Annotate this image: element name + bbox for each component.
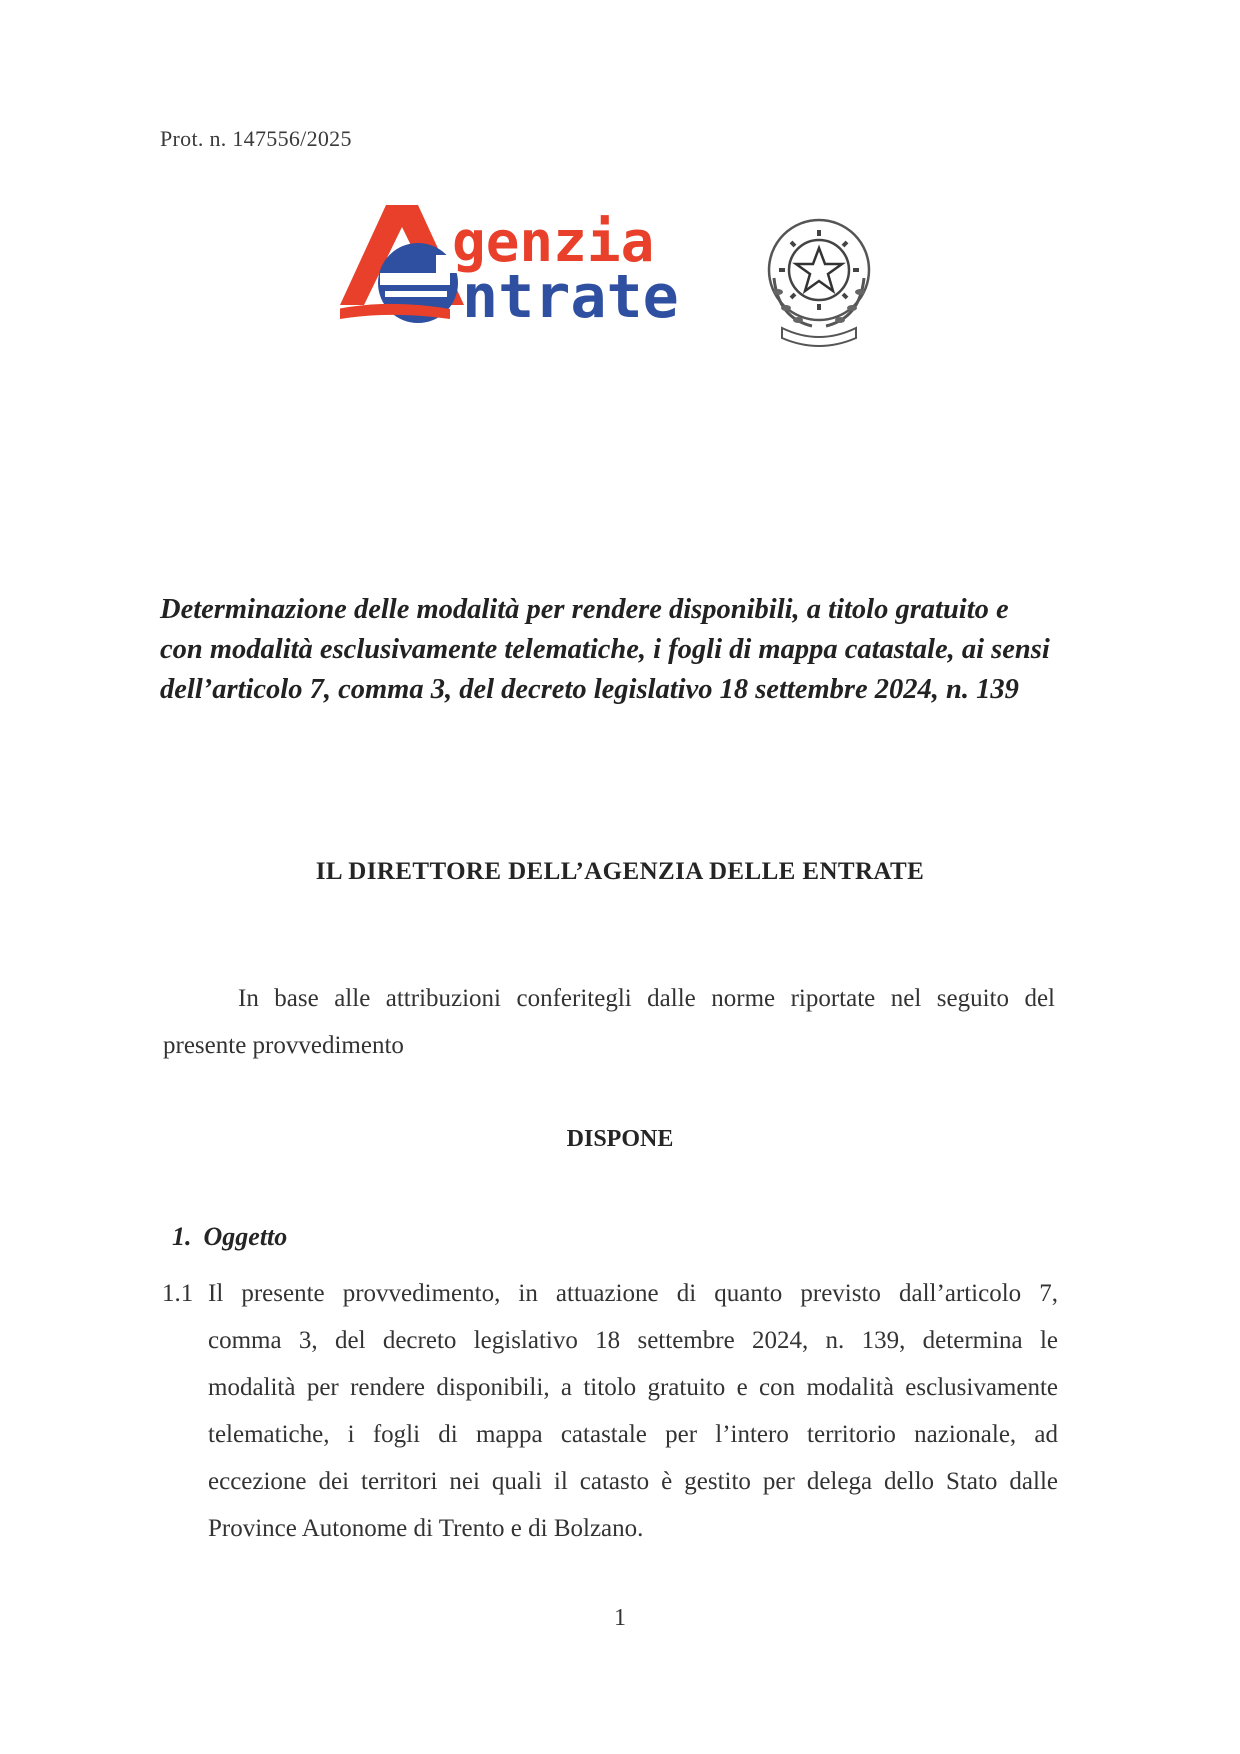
agenzia-entrate-logo xyxy=(340,205,760,355)
section-title: Oggetto xyxy=(203,1222,288,1251)
dispone-heading: DISPONE xyxy=(566,1126,674,1152)
paragraph-text xyxy=(162,1270,1058,1552)
paragraph-number: 1.1 xyxy=(162,1280,194,1307)
italian-republic-emblem xyxy=(760,208,878,348)
paragraph-line: modalità per rendere disponibili, a titolo gratuito e con modalità esclusivamente xyxy=(208,1374,1058,1401)
director-heading: IL DIRETTORE DELL’AGENZIA DELLE ENTRATE xyxy=(315,858,925,885)
paragraph-1-1 xyxy=(162,1270,1058,1552)
protocol-number: Prot. n. 147556/2025 xyxy=(160,126,352,151)
paragraph-line: eccezione dei territori nei quali il catasto è gestito per delega dello Stato dalle xyxy=(208,1468,1058,1495)
section-number: 1. xyxy=(172,1222,192,1251)
paragraph-line: Il presente provvedimento, in attuazione di quanto previsto dall’articolo 7, xyxy=(208,1280,1058,1307)
page-number: 1 xyxy=(614,1605,626,1631)
intro-paragraph xyxy=(163,975,1055,1069)
title-line: Determinazione delle modalità per rendere disponibili, a titolo gratuito e xyxy=(160,594,1009,625)
paragraph-line: comma 3, del decreto legislativo 18 settembre 2024, n. 139, determina le xyxy=(208,1327,1058,1354)
paragraph-line: Province Autonome di Trento e di Bolzano. xyxy=(208,1515,644,1542)
logo-line2: ntrate xyxy=(462,262,679,332)
logo-swoosh xyxy=(340,304,450,323)
intro-line: presente provvedimento xyxy=(163,1032,404,1059)
document-title xyxy=(160,590,1060,710)
paragraph-line: telematiche, i fogli di mappa catastale per l’intero territorio nazionale, ad xyxy=(208,1421,1058,1448)
intro-line: In base alle attribuzioni conferitegli dalle norme riportate nel seguito del xyxy=(238,985,1055,1012)
section-heading xyxy=(172,1222,287,1252)
title-line: con modalità esclusivamente telematiche, i fogli di mappa catastale, ai sensi xyxy=(160,634,1050,665)
logo-line1: genzia xyxy=(452,210,655,275)
title-line: dell’articolo 7, comma 3, del decreto legislativo 18 settembre 2024, n. 139 xyxy=(160,674,1019,705)
